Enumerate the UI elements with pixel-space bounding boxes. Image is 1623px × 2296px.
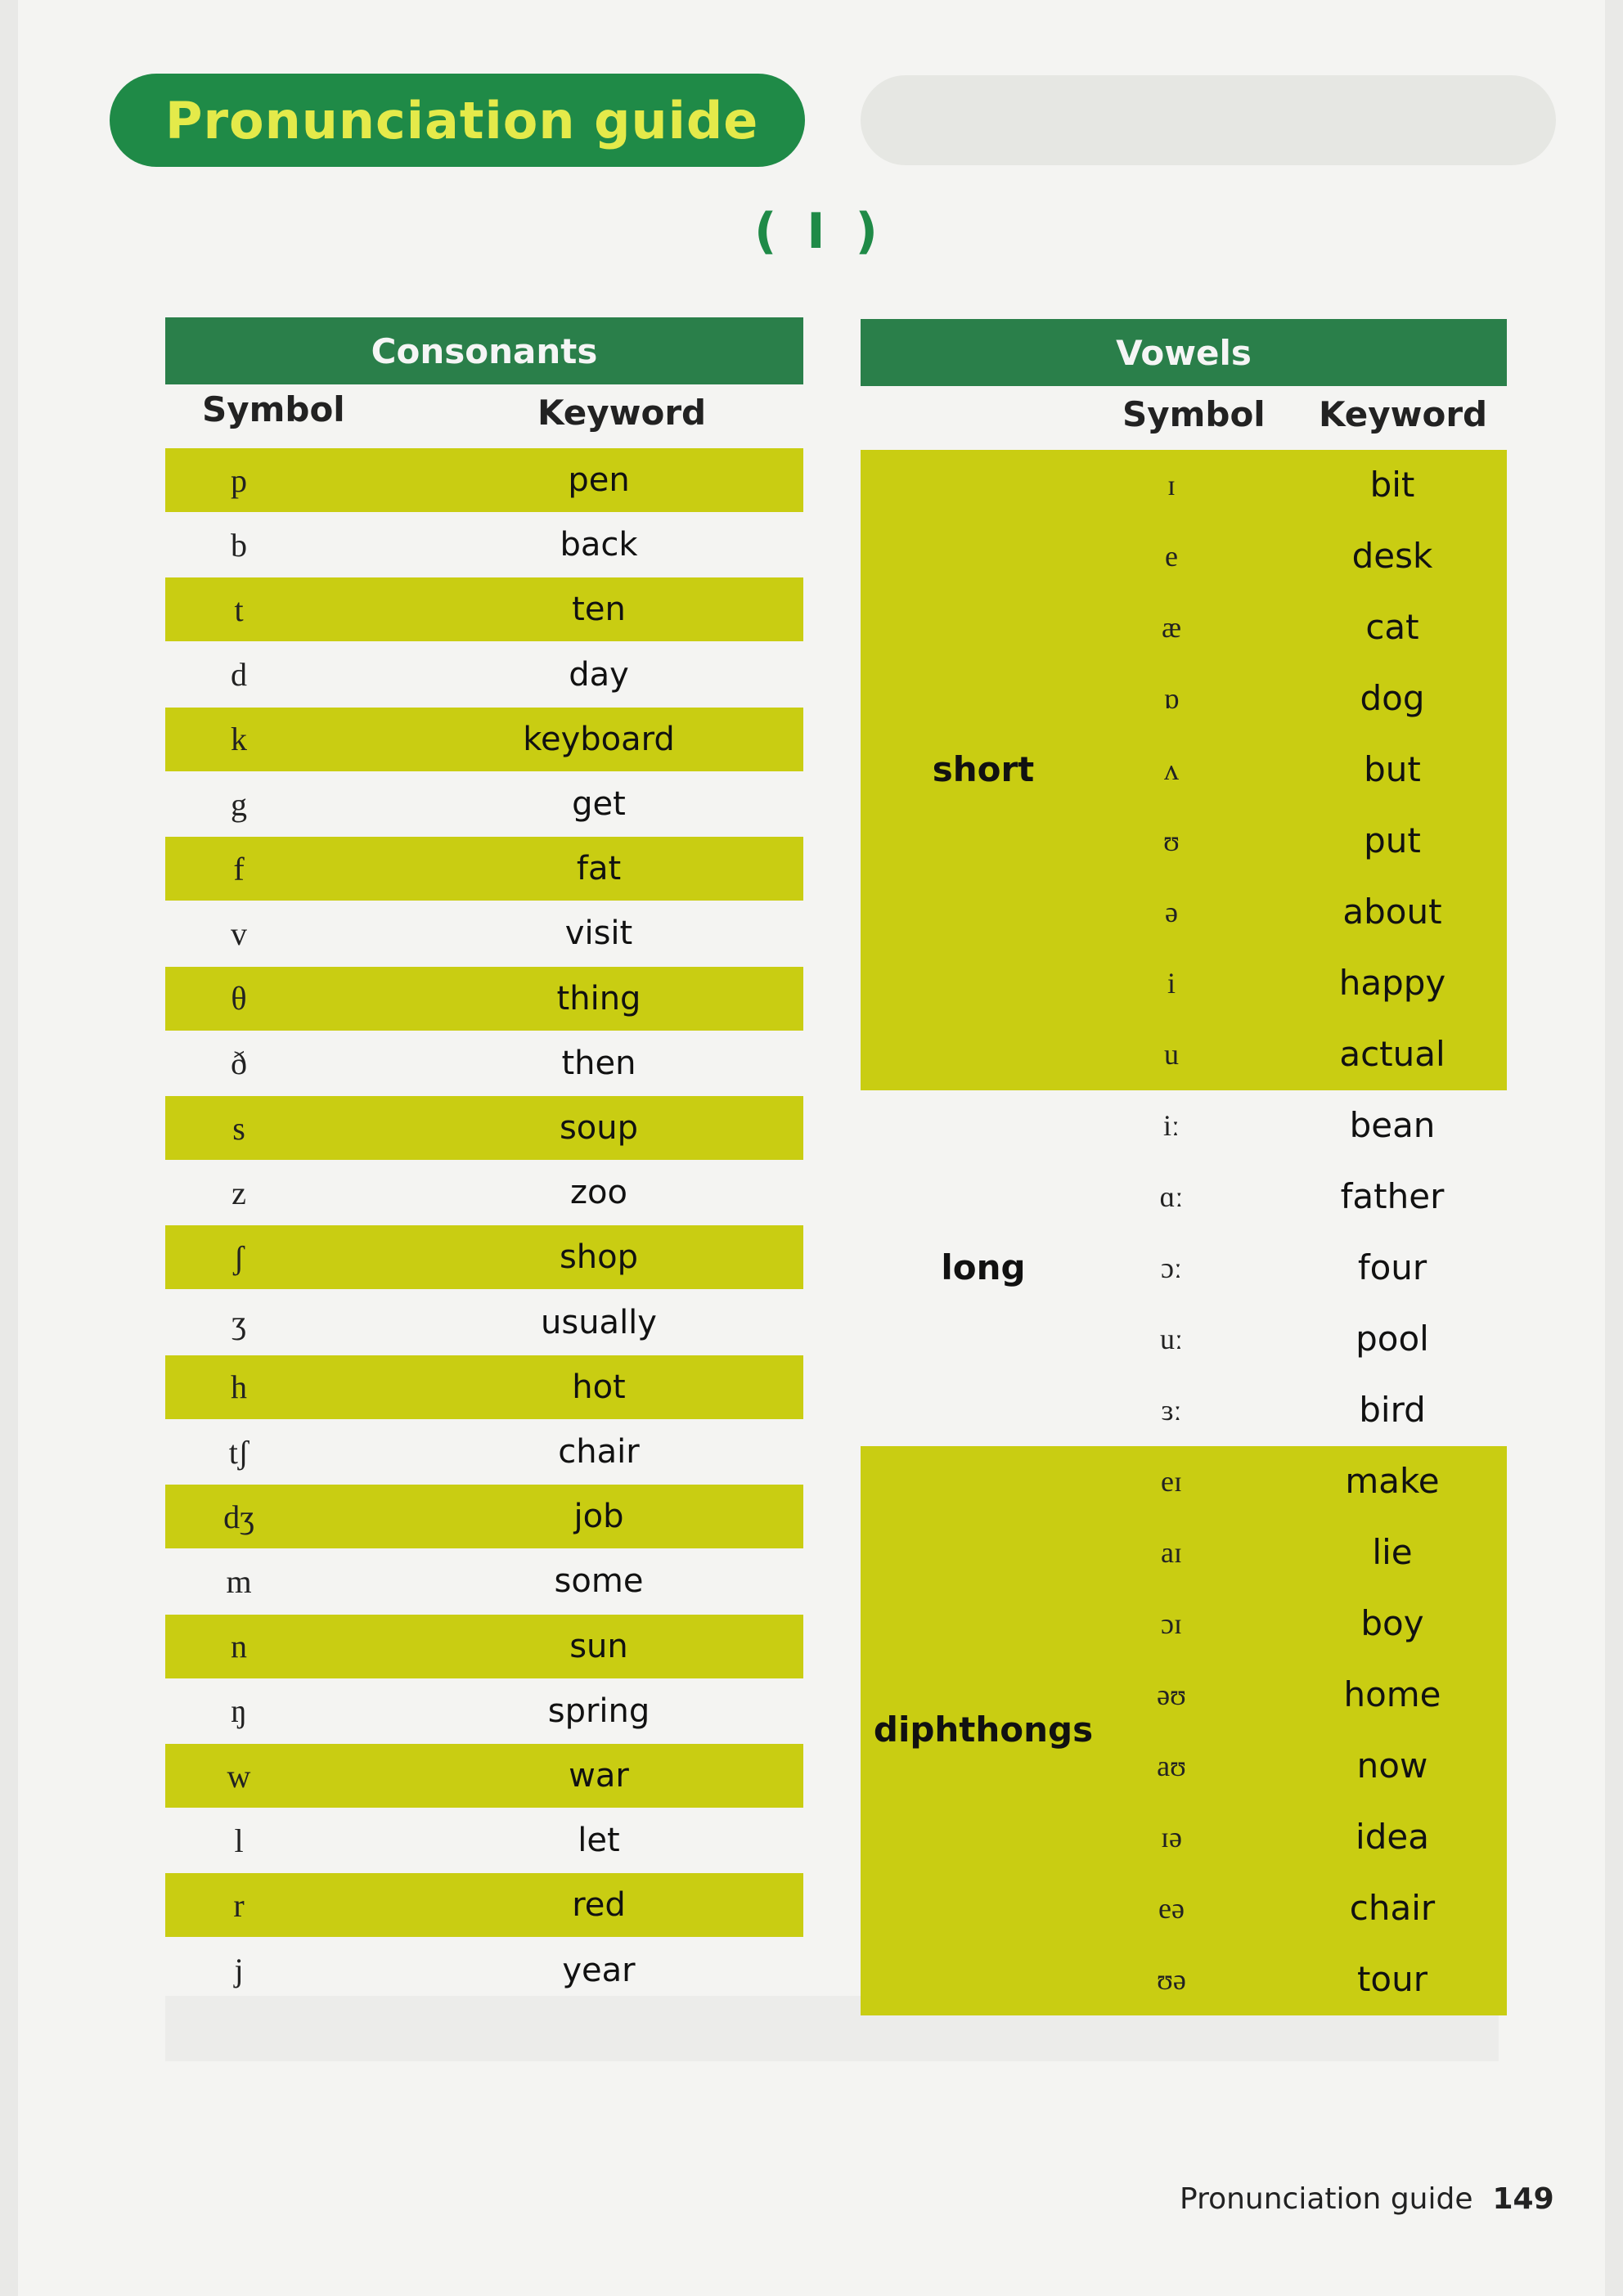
vowel-keyword: pool [1355, 1319, 1429, 1359]
vowel-keyword: put [1364, 820, 1421, 860]
consonant-row [165, 837, 803, 901]
vowel-symbol: i [1167, 967, 1176, 1000]
vowel-symbol: ʊ [1163, 824, 1180, 857]
vowels-table [861, 319, 1507, 1999]
consonant-keyword: back [560, 526, 638, 564]
consonant-row [165, 1873, 803, 1937]
consonant-row [165, 1161, 803, 1224]
consonant-row [165, 513, 803, 577]
vowel-symbol: aɪ [1161, 1536, 1182, 1569]
consonants-header: Consonants [165, 317, 803, 384]
vowel-row [861, 1802, 1507, 1873]
consonant-row [165, 1420, 803, 1484]
consonant-row [165, 1355, 803, 1419]
vowel-row [861, 450, 1507, 521]
consonant-keyword: get [572, 785, 626, 823]
consonant-keyword: year [562, 1951, 636, 1989]
vowel-row [861, 1019, 1507, 1090]
vowel-row [861, 877, 1507, 948]
vowel-keyword: bean [1349, 1105, 1436, 1145]
vowel-row [861, 1161, 1507, 1233]
consonant-symbol: w [227, 1757, 251, 1795]
consonant-symbol: g [231, 785, 247, 823]
consonant-row [165, 1225, 803, 1289]
vowel-keyword: father [1340, 1176, 1445, 1216]
vowel-keyword: lie [1372, 1532, 1413, 1572]
consonants-table [165, 317, 803, 1989]
consonant-symbol: t [234, 591, 244, 628]
consonant-keyword: ten [572, 591, 626, 629]
footer-label: Pronunciation guide [1180, 2182, 1473, 2216]
consonant-symbol: ŋ [231, 1692, 247, 1730]
consonant-symbol: d [231, 656, 247, 694]
vowel-keyword: about [1342, 892, 1442, 932]
vowel-symbol: ɜː [1161, 1394, 1182, 1427]
consonant-keyword: hot [572, 1368, 626, 1406]
vowel-symbol: əʊ [1157, 1678, 1186, 1711]
consonant-symbol: m [226, 1562, 252, 1600]
consonant-row [165, 643, 803, 707]
consonant-row [165, 772, 803, 836]
vowel-symbol: iː [1162, 1109, 1180, 1142]
consonant-symbol: p [231, 461, 247, 499]
consonant-keyword: sun [569, 1627, 628, 1665]
consonant-row [165, 1549, 803, 1613]
consonant-keyword: keyboard [523, 720, 675, 758]
page-number: 149 [1492, 2182, 1554, 2216]
vowel-row [861, 1873, 1507, 1944]
vowel-symbol: aʊ [1157, 1750, 1186, 1782]
consonant-keyword: usually [541, 1303, 657, 1341]
consonant-row [165, 1615, 803, 1678]
vowel-symbol: ɑː [1159, 1180, 1184, 1213]
consonant-row [165, 1031, 803, 1095]
consonants-keyword-label: Keyword [537, 393, 707, 433]
vowel-keyword: actual [1339, 1034, 1445, 1074]
vowel-keyword: make [1345, 1461, 1440, 1501]
consonant-symbol: ʃ [233, 1238, 245, 1276]
consonant-symbol: tʃ [228, 1433, 250, 1471]
vowel-keyword: idea [1355, 1817, 1429, 1857]
consonant-symbol: n [231, 1628, 247, 1665]
consonant-keyword: fat [576, 850, 622, 888]
vowel-symbol: ɔː [1161, 1251, 1182, 1284]
vowel-row [861, 663, 1507, 735]
consonant-symbol: dʒ [223, 1498, 254, 1535]
vowel-keyword: dog [1360, 678, 1425, 718]
vowels-header: Vowels [861, 319, 1507, 386]
vowel-row [861, 1944, 1507, 2015]
vowel-group-label: short [932, 748, 1035, 789]
consonant-row [165, 1939, 803, 2002]
vowel-row [861, 1304, 1507, 1375]
page-footer [1180, 2182, 1554, 2216]
vowel-row [861, 1233, 1507, 1304]
vowel-symbol: ɒ [1163, 682, 1180, 715]
page-title: Pronunciation guide [165, 90, 759, 151]
vowel-row [861, 735, 1507, 806]
vowel-symbol: ɪ [1167, 469, 1176, 501]
consonant-row [165, 1808, 803, 1872]
consonant-row [165, 1679, 803, 1743]
consonant-keyword: then [561, 1044, 636, 1082]
vowel-row [861, 592, 1507, 663]
vowel-symbol: ɔɪ [1161, 1607, 1182, 1640]
vowel-row [861, 1731, 1507, 1802]
consonant-keyword: day [569, 655, 629, 694]
vowel-symbol: ɪə [1161, 1821, 1182, 1853]
vowel-keyword: boy [1360, 1603, 1424, 1643]
vowel-keyword: but [1364, 749, 1421, 789]
consonant-symbol: b [231, 526, 247, 564]
vowel-row [861, 521, 1507, 592]
title-banner [110, 74, 805, 167]
consonant-symbol: f [233, 850, 245, 887]
vowel-keyword: now [1356, 1746, 1428, 1786]
vowel-symbol: ʌ [1164, 753, 1179, 786]
vowel-keyword: home [1343, 1674, 1441, 1714]
consonant-keyword: red [572, 1886, 626, 1925]
vowel-keyword: cat [1365, 607, 1419, 647]
consonant-keyword: job [573, 1498, 624, 1536]
vowel-symbol: eɪ [1161, 1465, 1182, 1498]
consonant-row [165, 1096, 803, 1160]
vowel-symbol: uː [1159, 1323, 1183, 1355]
vowel-row [861, 1375, 1507, 1446]
vowel-symbol: eə [1158, 1892, 1185, 1925]
book-page [18, 0, 1605, 2296]
vowel-symbol: ʊə [1157, 1963, 1186, 1996]
consonant-keyword: thing [556, 979, 641, 1018]
vowel-keyword: chair [1349, 1888, 1436, 1928]
vowel-keyword: bird [1359, 1390, 1426, 1430]
consonant-keyword: let [578, 1822, 620, 1860]
vowel-keyword: desk [1351, 536, 1433, 576]
vowel-row [861, 806, 1507, 877]
vowel-row [861, 948, 1507, 1019]
vowel-keyword: four [1357, 1247, 1427, 1287]
consonant-symbol: l [234, 1822, 244, 1859]
consonant-symbol: ʒ [232, 1304, 246, 1341]
vowel-row [861, 1660, 1507, 1731]
vowel-symbol: e [1165, 540, 1178, 573]
consonant-row [165, 1744, 803, 1808]
bleed-through-shape [861, 75, 1556, 165]
vowels-keyword-label: Keyword [1319, 394, 1488, 434]
consonant-keyword: spring [547, 1692, 650, 1730]
consonant-keyword: chair [558, 1433, 640, 1471]
consonant-symbol: v [231, 914, 247, 952]
vowels-symbol-label: Symbol [1122, 394, 1266, 434]
consonant-symbol: θ [231, 980, 247, 1018]
consonant-row [165, 967, 803, 1031]
consonant-symbol: s [232, 1109, 245, 1147]
vowel-symbol: u [1164, 1038, 1179, 1071]
vowel-row [861, 1090, 1507, 1161]
consonant-row [165, 1291, 803, 1355]
vowel-row [861, 1446, 1507, 1517]
vowel-group-label: diphthongs [873, 1710, 1094, 1750]
vowel-keyword: bit [1369, 465, 1415, 505]
vowel-symbol: æ [1161, 611, 1181, 644]
consonant-keyword: pen [568, 461, 630, 499]
vowel-row [861, 1588, 1507, 1660]
consonant-symbol: j [234, 1952, 244, 1989]
consonant-symbol: ð [231, 1045, 247, 1082]
vowel-row [861, 1517, 1507, 1588]
consonant-keyword: visit [564, 914, 633, 953]
vowel-symbol: ə [1165, 896, 1178, 928]
vowel-keyword: happy [1338, 963, 1446, 1003]
consonant-row [165, 577, 803, 641]
consonant-keyword: some [554, 1562, 644, 1601]
consonant-keyword: shop [559, 1238, 639, 1277]
consonant-symbol: k [231, 721, 247, 758]
consonant-symbol: h [231, 1368, 247, 1406]
vowel-keyword: tour [1356, 1959, 1428, 1999]
consonant-row [165, 901, 803, 965]
consonants-symbol-label: Symbol [202, 389, 345, 429]
consonant-keyword: war [569, 1757, 629, 1795]
consonant-row [165, 708, 803, 771]
consonant-row [165, 448, 803, 512]
section-number: ( I ) [754, 203, 884, 260]
consonant-symbol: r [233, 1886, 245, 1924]
consonant-keyword: soup [559, 1109, 639, 1147]
vowel-group-label: long [941, 1247, 1026, 1287]
consonant-symbol: z [232, 1174, 246, 1211]
consonant-row [165, 1485, 803, 1548]
consonant-keyword: zoo [570, 1174, 627, 1212]
